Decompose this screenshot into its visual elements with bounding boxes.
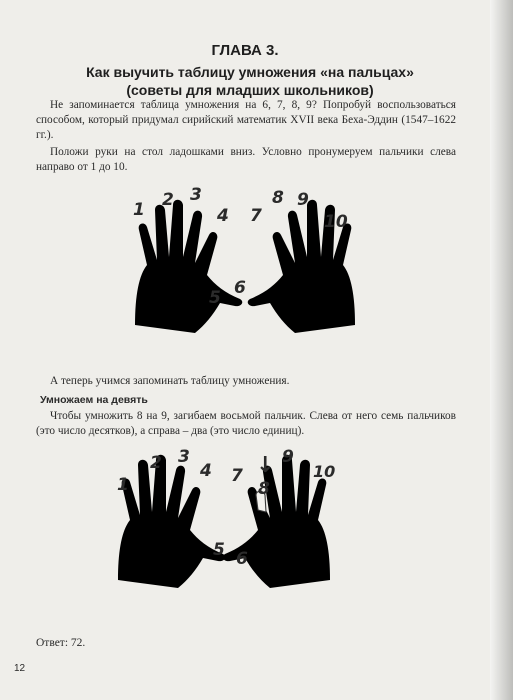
page-number: 12	[14, 663, 26, 674]
finger-number-4: 4	[200, 461, 212, 481]
finger-number-1: 1	[133, 200, 145, 220]
chapter-title	[30, 63, 470, 99]
finger-number-9: 9	[282, 447, 294, 467]
finger-number-7: 7	[231, 466, 243, 486]
finger-number-2: 2	[162, 190, 174, 210]
finger-number-5: 5	[213, 540, 225, 560]
hands-bent-finger-illustration	[0, 440, 490, 590]
intro-paragraph: Не запоминается таблица умножения на 6, 7, 8, 9? Попробуй воспользоваться способом, который придумал сирийский математик XVII века Беха-Эддин (1547–1622 гг.).	[36, 99, 456, 141]
finger-number-8: 8	[272, 188, 284, 208]
answer-text: Ответ: 72.	[36, 637, 86, 649]
finger-number-9: 9	[297, 190, 309, 210]
finger-number-1: 1	[117, 475, 129, 495]
instruction-paragraph: Положи руки на стол ладошками вниз. Условно пронумеруем пальчики слева направо от 1 до 10.	[36, 146, 456, 173]
finger-number-7: 7	[250, 206, 262, 226]
finger-number-2: 2	[150, 453, 162, 473]
finger-number-8: 8	[258, 479, 270, 499]
finger-number-6: 6	[236, 549, 248, 569]
finger-number-10: 10	[313, 462, 336, 481]
chapter-heading: ГЛАВА 3.	[211, 42, 279, 59]
finger-number-10: 10	[324, 212, 348, 232]
page-edge	[490, 0, 513, 700]
finger-number-6: 6	[234, 278, 246, 298]
finger-number-5: 5	[209, 288, 221, 308]
title-line-1: Как выучить таблицу умножения «на пальцах»	[86, 64, 414, 80]
hands-illustration	[0, 175, 490, 340]
finger-number-3: 3	[190, 185, 202, 205]
title-line-2: (советы для младших школьников)	[126, 82, 374, 98]
down-arrow-icon: ↓	[256, 453, 275, 478]
learning-paragraph: А теперь учимся запоминать таблицу умножения.	[50, 375, 290, 387]
finger-number-4: 4	[217, 206, 229, 226]
finger-number-3: 3	[178, 447, 190, 467]
section-subheading: Умножаем на девять	[40, 394, 148, 406]
example-paragraph: Чтобы умножить 8 на 9, загибаем восьмой пальчик. Слева от него семь пальчиков (это число десятков), а справа – два (это число единиц).	[36, 410, 456, 437]
